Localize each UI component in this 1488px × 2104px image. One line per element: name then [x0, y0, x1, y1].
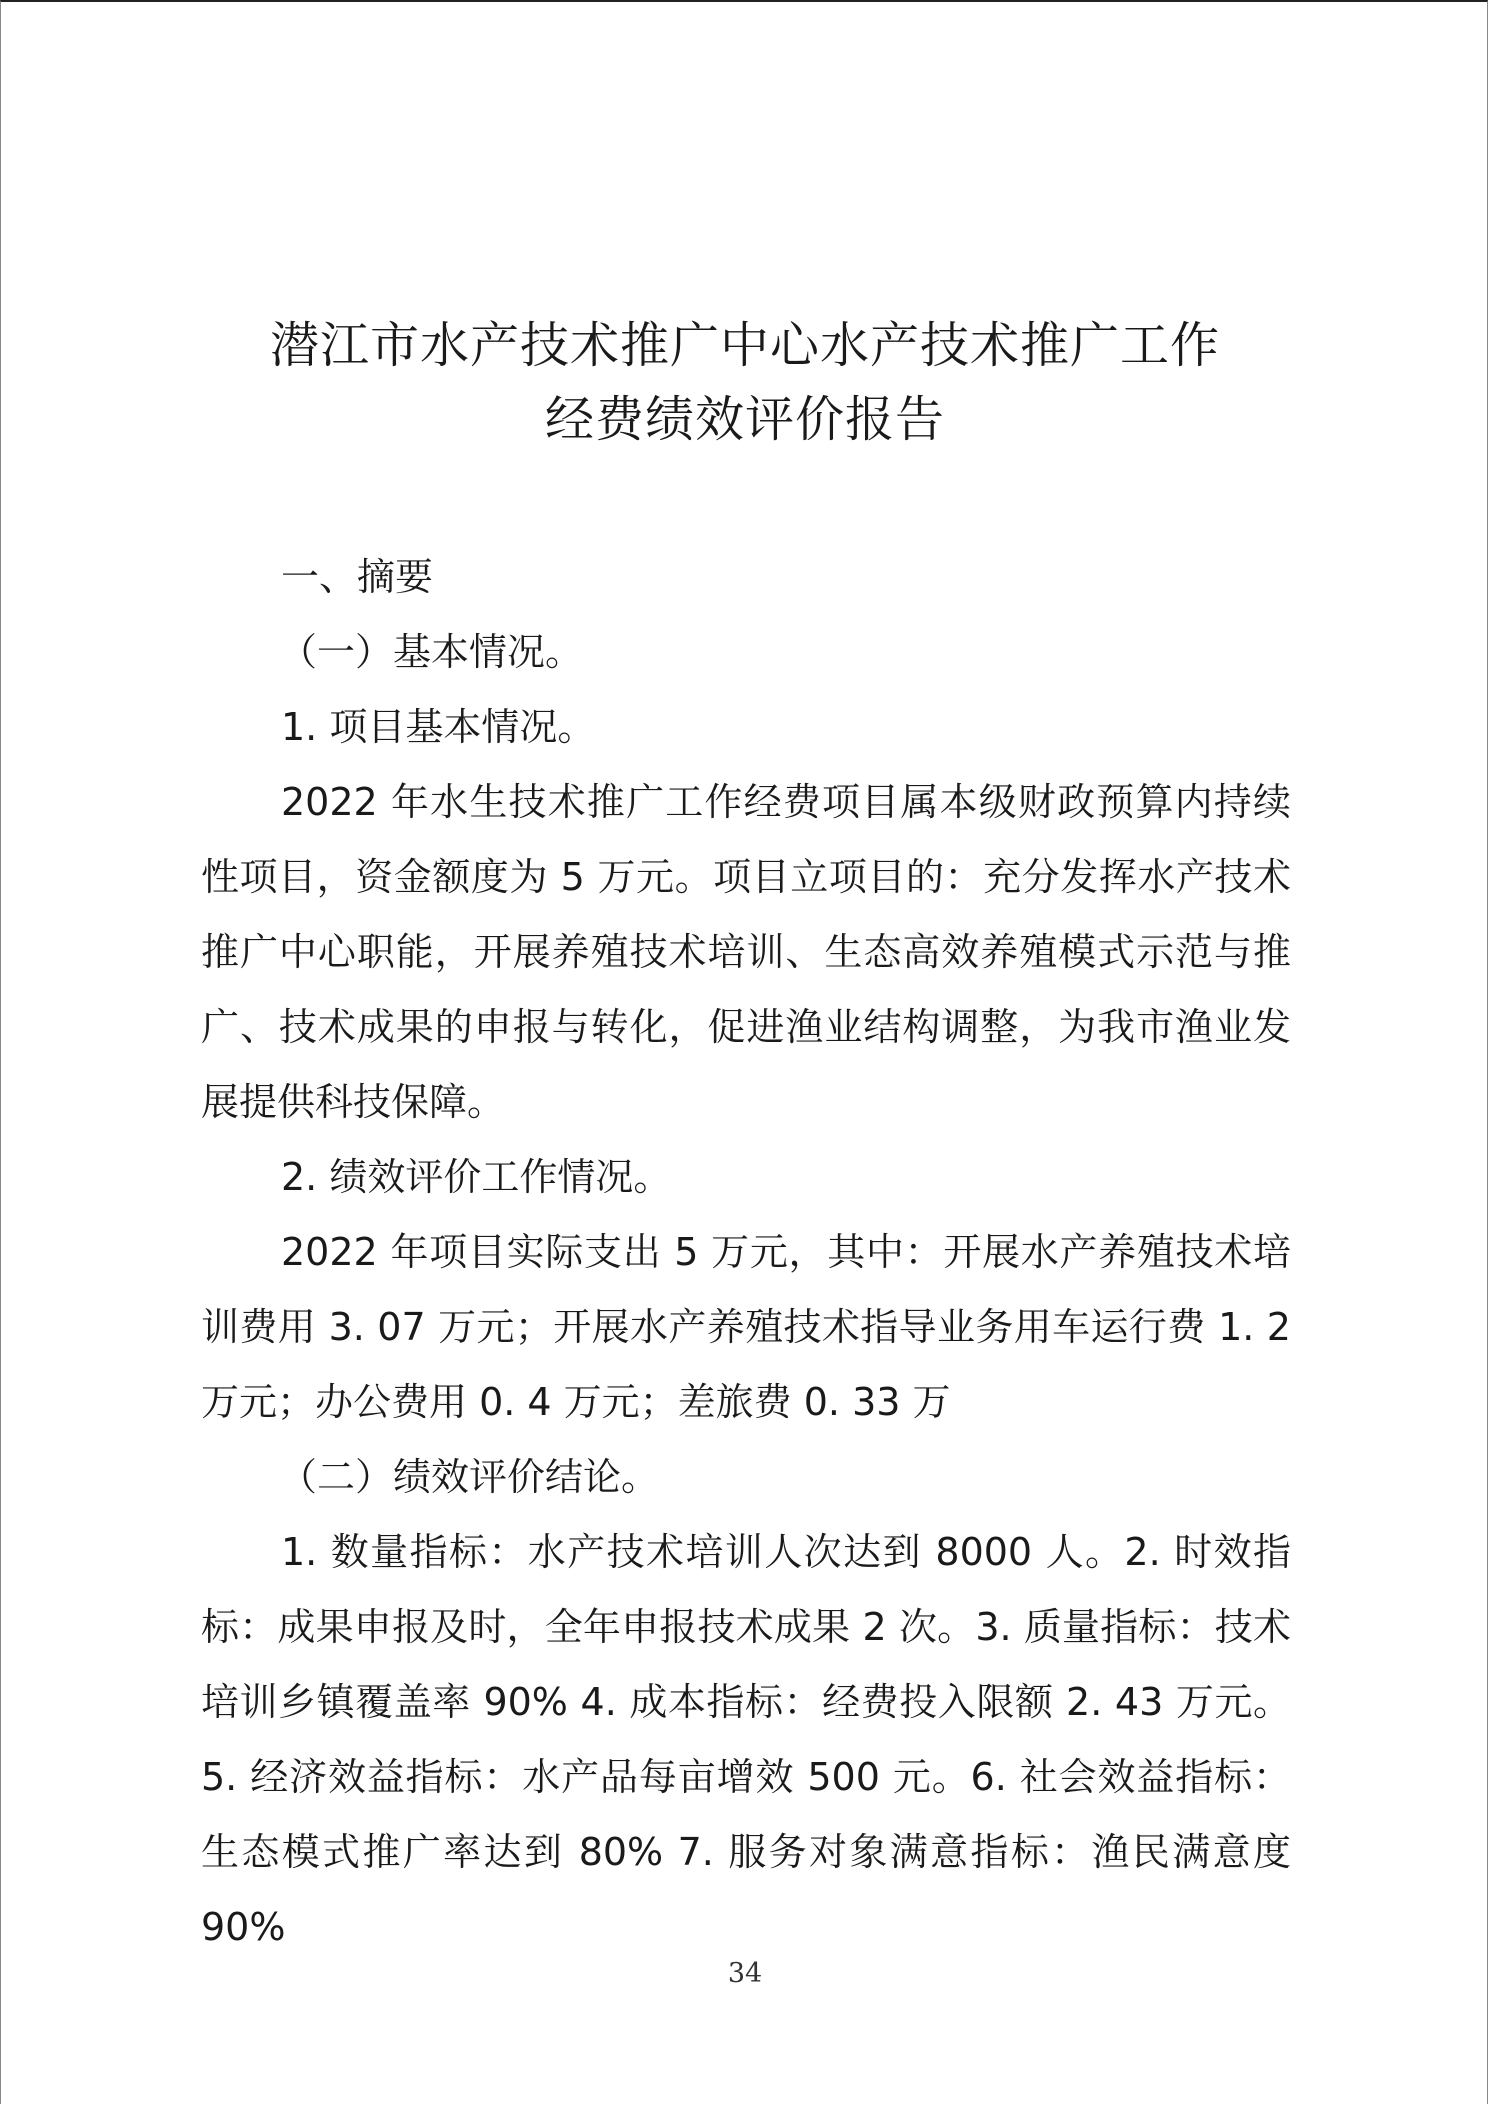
- item-heading-project-info: 1. 项目基本情况。: [281, 705, 596, 749]
- section-heading-summary: 一、摘要: [281, 555, 434, 599]
- item-heading-evaluation-work: 2. 绩效评价工作情况。: [281, 1155, 672, 1199]
- page-number: 34: [727, 1958, 763, 1989]
- paragraph-project-info: 2022 年水生技术推广工作经费项目属本级财政预算内持续性项目，资金额度为 5 万元。项目立项目的：充分发挥水产技术推广中心职能，开展养殖技术培训、生态高效养殖模式示范与推广、技术成果的申报与转化，促进渔业结构调整，为我市渔业发展提供科技保障。: [201, 780, 1291, 1124]
- subsection-heading-conclusion: （二）绩效评价结论。: [279, 1455, 660, 1499]
- subsection-heading-basic-info: （一）基本情况。: [279, 630, 584, 674]
- paragraph-conclusion: 1. 数量指标：水产技术培训人次达到 8000 人。2. 时效指标：成果申报及时，全年申报技术成果 2 次。3. 质量指标：技术培训乡镇覆盖率 90% 4. 成本指标：经费投入限额 2. 43 万元。5. 经济效益指标：水产品每亩增效 500 元。6. 社会效益指标：生态模式推广率达到 80% 7. 服务对象满意指标：渔民满意度 90%: [201, 1530, 1291, 1949]
- document-title-line1: 潜江市水产技术推广中心水产技术推广工作: [269, 317, 1220, 374]
- paragraph-evaluation-work: 2022 年项目实际支出 5 万元，其中：开展水产养殖技术培训费用 3. 07 万元；开展水产养殖技术指导业务用车运行费 1. 2 万元；办公费用 0. 4 万元；差旅费 0. 33 万: [201, 1230, 1291, 1424]
- document-title-line2: 经费绩效评价报告: [544, 391, 945, 448]
